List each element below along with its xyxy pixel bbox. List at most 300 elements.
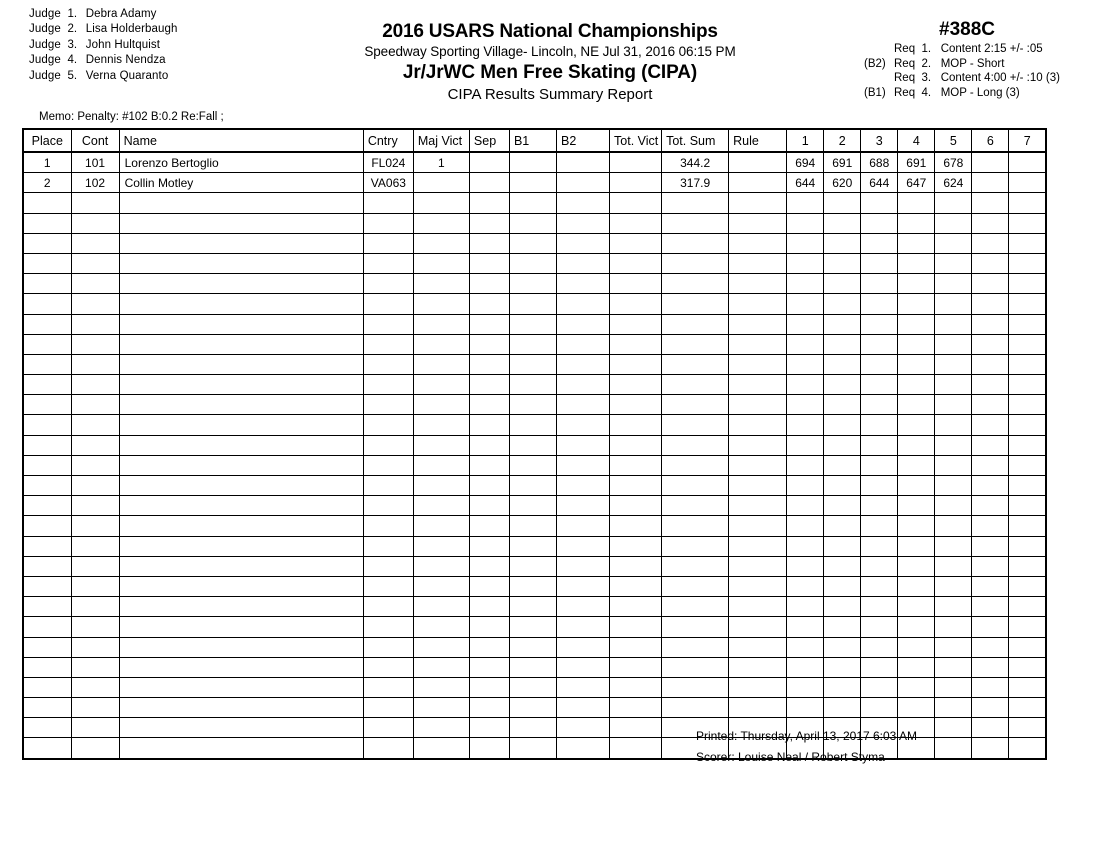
cell-cont: 102 bbox=[71, 173, 119, 193]
cell-place bbox=[23, 576, 71, 596]
table-row-empty[interactable] bbox=[23, 395, 1046, 415]
requirement-number: 3. bbox=[921, 72, 932, 84]
table-row-empty[interactable] bbox=[23, 294, 1046, 314]
cell-cont bbox=[71, 536, 119, 556]
cell-tot-vict bbox=[610, 455, 662, 475]
table-row-empty[interactable] bbox=[23, 496, 1046, 516]
requirement-text: MOP - Long (3) bbox=[937, 86, 1020, 99]
cell-name bbox=[119, 193, 363, 213]
cell-rule bbox=[729, 496, 787, 516]
cell-j2 bbox=[824, 314, 861, 334]
cell-j6 bbox=[972, 334, 1009, 354]
cell-place bbox=[23, 657, 71, 677]
requirement-label: Req bbox=[894, 72, 922, 84]
table-row-empty[interactable] bbox=[23, 193, 1046, 213]
column-header-1[interactable]: 1 bbox=[787, 129, 824, 152]
table-row-empty[interactable] bbox=[23, 435, 1046, 455]
cell-tot-vict bbox=[610, 597, 662, 617]
cell-tot-sum bbox=[662, 334, 729, 354]
cell-j2 bbox=[824, 657, 861, 677]
cell-place bbox=[23, 556, 71, 576]
cell-place bbox=[23, 233, 71, 253]
cell-tot-vict bbox=[610, 496, 662, 516]
cell-j3 bbox=[861, 576, 898, 596]
cell-j7 bbox=[1009, 435, 1046, 455]
table-row[interactable] bbox=[23, 152, 1046, 173]
cell-j7 bbox=[1009, 657, 1046, 677]
cell-j7 bbox=[1009, 213, 1046, 233]
cell-j3 bbox=[861, 415, 898, 435]
table-row-empty[interactable] bbox=[23, 334, 1046, 354]
cell-j5 bbox=[935, 637, 972, 657]
cell-j4 bbox=[898, 597, 935, 617]
printed-timestamp: Printed: Thursday, April 13, 2017 6:03 AM bbox=[696, 729, 918, 743]
table-row-empty[interactable] bbox=[23, 314, 1046, 334]
cell-j1 bbox=[787, 233, 824, 253]
cell-maj-vict bbox=[413, 637, 469, 657]
cell-b1 bbox=[509, 233, 556, 253]
cell-maj-vict bbox=[413, 455, 469, 475]
cell-j5 bbox=[935, 193, 972, 213]
results-table-header bbox=[23, 129, 1046, 152]
cell-j4 bbox=[898, 354, 935, 374]
cell-b2 bbox=[556, 334, 609, 354]
cell-name bbox=[119, 556, 363, 576]
cell-j3 bbox=[861, 375, 898, 395]
cell-cont bbox=[71, 314, 119, 334]
cell-place bbox=[23, 415, 71, 435]
requirement-bonus-code: (B2) bbox=[864, 57, 886, 70]
cell-j3 bbox=[861, 516, 898, 536]
cell-j5 bbox=[935, 496, 972, 516]
requirement-label: Req bbox=[894, 86, 922, 99]
cell-place bbox=[23, 516, 71, 536]
cell-tot-vict bbox=[610, 698, 662, 718]
cell-maj-vict bbox=[413, 354, 469, 374]
cell-j2 bbox=[824, 455, 861, 475]
cell-b2 bbox=[556, 395, 609, 415]
cell-j6 bbox=[972, 274, 1009, 294]
column-header-4[interactable]: 4 bbox=[898, 129, 935, 152]
cell-b2 bbox=[556, 213, 609, 233]
cell-tot-sum bbox=[662, 637, 729, 657]
cell-j6 bbox=[972, 496, 1009, 516]
cell-cont bbox=[71, 496, 119, 516]
cell-j6 bbox=[972, 657, 1009, 677]
cell-tot-vict bbox=[610, 354, 662, 374]
cell-rule bbox=[729, 435, 787, 455]
cell-j4 bbox=[898, 294, 935, 314]
cell-tot-sum bbox=[662, 314, 729, 334]
table-row-empty[interactable] bbox=[23, 274, 1046, 294]
cell-rule bbox=[729, 516, 787, 536]
column-header-5[interactable]: 5 bbox=[935, 129, 972, 152]
column-header-maj-vict[interactable]: Maj Vict bbox=[413, 129, 469, 152]
cell-j2 bbox=[824, 637, 861, 657]
cell-rule bbox=[729, 193, 787, 213]
cell-sep bbox=[469, 253, 509, 273]
cell-j4 bbox=[898, 657, 935, 677]
cell-cntry bbox=[363, 334, 413, 354]
table-row-empty[interactable] bbox=[23, 415, 1046, 435]
cell-tot-vict bbox=[610, 657, 662, 677]
cell-tot-vict bbox=[610, 677, 662, 697]
cell-tot-sum bbox=[662, 395, 729, 415]
column-header-b2[interactable]: B2 bbox=[556, 129, 609, 152]
cell-j3 bbox=[861, 213, 898, 233]
cell-cont bbox=[71, 637, 119, 657]
cell-j1 bbox=[787, 576, 824, 596]
cell-j2 bbox=[824, 516, 861, 536]
requirement-text: Content 4:00 +/- :10 (3) bbox=[937, 72, 1060, 84]
cell-cont bbox=[71, 597, 119, 617]
cell-b1 bbox=[509, 496, 556, 516]
cell-j6 bbox=[972, 435, 1009, 455]
cell-rule bbox=[729, 415, 787, 435]
column-header-sep[interactable]: Sep bbox=[469, 129, 509, 152]
cell-j7 bbox=[1009, 738, 1046, 759]
cell-tot-sum bbox=[662, 193, 729, 213]
cell-tot-vict bbox=[610, 253, 662, 273]
column-header-3[interactable]: 3 bbox=[861, 129, 898, 152]
cell-maj-vict bbox=[413, 556, 469, 576]
cell-j5 bbox=[935, 415, 972, 435]
table-row-empty[interactable] bbox=[23, 597, 1046, 617]
cell-j4 bbox=[898, 576, 935, 596]
cell-maj-vict bbox=[413, 496, 469, 516]
cell-tot-sum bbox=[662, 677, 729, 697]
cell-j2 bbox=[824, 193, 861, 213]
cell-j2 bbox=[824, 576, 861, 596]
cell-tot-sum bbox=[662, 597, 729, 617]
cell-b1 bbox=[509, 213, 556, 233]
cell-tot-sum bbox=[662, 617, 729, 637]
table-row-empty[interactable] bbox=[23, 698, 1046, 718]
table-row-empty[interactable] bbox=[23, 556, 1046, 576]
cell-j3 bbox=[861, 435, 898, 455]
judge-number: 5. bbox=[67, 69, 78, 82]
cell-maj-vict bbox=[413, 233, 469, 253]
judge-number: 2. bbox=[67, 23, 78, 36]
table-row-empty[interactable] bbox=[23, 677, 1046, 697]
cell-name: Lorenzo Bertoglio bbox=[119, 152, 363, 173]
cell-j5 bbox=[935, 738, 972, 759]
cell-name bbox=[119, 536, 363, 556]
cell-tot-vict bbox=[610, 476, 662, 496]
table-row-empty[interactable] bbox=[23, 455, 1046, 475]
table-row-empty[interactable] bbox=[23, 354, 1046, 374]
cell-b1 bbox=[509, 395, 556, 415]
cell-j5 bbox=[935, 334, 972, 354]
cell-j2 bbox=[824, 677, 861, 697]
cell-b2 bbox=[556, 576, 609, 596]
table-row-empty[interactable] bbox=[23, 476, 1046, 496]
cell-b1 bbox=[509, 617, 556, 637]
table-header-row bbox=[23, 129, 1046, 152]
cell-tot-sum bbox=[662, 455, 729, 475]
requirement-text: Content 2:15 +/- :05 bbox=[937, 43, 1043, 55]
table-row-empty[interactable] bbox=[23, 617, 1046, 637]
cell-tot-vict bbox=[610, 375, 662, 395]
judge-name: Dennis Nendza bbox=[82, 54, 166, 67]
cell-j4 bbox=[898, 455, 935, 475]
cell-tot-sum bbox=[662, 213, 729, 233]
cell-b2 bbox=[556, 597, 609, 617]
cell-cont bbox=[71, 698, 119, 718]
cell-b2 bbox=[556, 253, 609, 273]
cell-b1 bbox=[509, 375, 556, 395]
cell-maj-vict bbox=[413, 193, 469, 213]
cell-j5: 624 bbox=[935, 173, 972, 193]
cell-j7 bbox=[1009, 334, 1046, 354]
table-row-empty[interactable] bbox=[23, 637, 1046, 657]
cell-sep bbox=[469, 496, 509, 516]
cell-j7 bbox=[1009, 476, 1046, 496]
cell-j7 bbox=[1009, 496, 1046, 516]
cell-j4 bbox=[898, 556, 935, 576]
cell-place bbox=[23, 274, 71, 294]
requirement-row bbox=[852, 57, 1082, 72]
cell-sep bbox=[469, 314, 509, 334]
cell-tot-sum bbox=[662, 516, 729, 536]
table-row-empty[interactable] bbox=[23, 253, 1046, 273]
cell-b1 bbox=[509, 698, 556, 718]
event-number: #388C bbox=[939, 19, 995, 40]
cell-cntry bbox=[363, 738, 413, 759]
cell-sep bbox=[469, 597, 509, 617]
cell-sep bbox=[469, 677, 509, 697]
cell-rule bbox=[729, 294, 787, 314]
cell-rule bbox=[729, 476, 787, 496]
cell-b1 bbox=[509, 173, 556, 193]
cell-sep bbox=[469, 657, 509, 677]
cell-rule bbox=[729, 576, 787, 596]
cell-tot-sum bbox=[662, 556, 729, 576]
cell-j7 bbox=[1009, 274, 1046, 294]
judge-label: Judge bbox=[29, 23, 68, 36]
cell-j1 bbox=[787, 354, 824, 374]
cell-sep bbox=[469, 415, 509, 435]
cell-tot-vict bbox=[610, 233, 662, 253]
cell-j6 bbox=[972, 677, 1009, 697]
cell-rule bbox=[729, 354, 787, 374]
cell-cntry bbox=[363, 657, 413, 677]
cell-j6 bbox=[972, 698, 1009, 718]
cell-j2: 691 bbox=[824, 152, 861, 173]
table-row-empty[interactable] bbox=[23, 657, 1046, 677]
cell-j1 bbox=[787, 294, 824, 314]
cell-cont bbox=[71, 193, 119, 213]
cell-sep bbox=[469, 152, 509, 173]
cell-cntry bbox=[363, 476, 413, 496]
table-row-empty[interactable] bbox=[23, 516, 1046, 536]
cell-j1 bbox=[787, 536, 824, 556]
cell-j1 bbox=[787, 395, 824, 415]
cell-b1 bbox=[509, 718, 556, 738]
cell-j5 bbox=[935, 576, 972, 596]
column-header-6[interactable]: 6 bbox=[972, 129, 1009, 152]
cell-j1 bbox=[787, 213, 824, 233]
cell-cont bbox=[71, 435, 119, 455]
cell-b2 bbox=[556, 415, 609, 435]
cell-maj-vict bbox=[413, 617, 469, 637]
cell-tot-vict bbox=[610, 193, 662, 213]
judge-label: Judge bbox=[29, 69, 68, 82]
cell-tot-sum bbox=[662, 375, 729, 395]
cell-j7 bbox=[1009, 354, 1046, 374]
cell-j1 bbox=[787, 253, 824, 273]
cell-j7 bbox=[1009, 415, 1046, 435]
requirements-list bbox=[852, 42, 1082, 100]
column-header-cntry[interactable]: Cntry bbox=[363, 129, 413, 152]
cell-j7 bbox=[1009, 617, 1046, 637]
cell-maj-vict bbox=[413, 718, 469, 738]
cell-maj-vict bbox=[413, 576, 469, 596]
table-row[interactable] bbox=[23, 173, 1046, 193]
cell-tot-vict bbox=[610, 173, 662, 193]
cell-rule bbox=[729, 152, 787, 173]
cell-j3: 644 bbox=[861, 173, 898, 193]
cell-j2 bbox=[824, 597, 861, 617]
table-row-empty[interactable] bbox=[23, 576, 1046, 596]
cell-b1 bbox=[509, 516, 556, 536]
cell-cont bbox=[71, 476, 119, 496]
cell-place bbox=[23, 294, 71, 314]
cell-j1 bbox=[787, 637, 824, 657]
cell-maj-vict bbox=[413, 657, 469, 677]
cell-j2 bbox=[824, 274, 861, 294]
cell-j6 bbox=[972, 738, 1009, 759]
column-header-2[interactable]: 2 bbox=[824, 129, 861, 152]
column-header-b1[interactable]: B1 bbox=[509, 129, 556, 152]
cell-sep bbox=[469, 576, 509, 596]
cell-j4 bbox=[898, 677, 935, 697]
cell-j5 bbox=[935, 274, 972, 294]
cell-j2 bbox=[824, 617, 861, 637]
cell-j3 bbox=[861, 233, 898, 253]
cell-j7 bbox=[1009, 173, 1046, 193]
cell-rule bbox=[729, 253, 787, 273]
cell-j3 bbox=[861, 597, 898, 617]
cell-j4 bbox=[898, 193, 935, 213]
cell-j6 bbox=[972, 173, 1009, 193]
cell-rule bbox=[729, 213, 787, 233]
judge-label: Judge bbox=[29, 8, 68, 20]
cell-tot-sum bbox=[662, 536, 729, 556]
table-row-empty[interactable] bbox=[23, 536, 1046, 556]
cell-b2 bbox=[556, 314, 609, 334]
cell-j1 bbox=[787, 476, 824, 496]
cell-j5 bbox=[935, 354, 972, 374]
cell-j7 bbox=[1009, 395, 1046, 415]
cell-tot-sum bbox=[662, 354, 729, 374]
cell-j5: 678 bbox=[935, 152, 972, 173]
title-block bbox=[270, 20, 830, 105]
cell-j6 bbox=[972, 576, 1009, 596]
cell-j3 bbox=[861, 253, 898, 273]
cell-cntry bbox=[363, 536, 413, 556]
cell-j2 bbox=[824, 233, 861, 253]
column-header-7[interactable]: 7 bbox=[1009, 129, 1046, 152]
memo-line: Memo: Penalty: #102 B:0.2 Re:Fall ; bbox=[39, 111, 224, 123]
cell-tot-vict bbox=[610, 152, 662, 173]
cell-rule bbox=[729, 637, 787, 657]
cell-j6 bbox=[972, 253, 1009, 273]
cell-maj-vict bbox=[413, 435, 469, 455]
cell-sep bbox=[469, 435, 509, 455]
cell-b1 bbox=[509, 476, 556, 496]
cell-name bbox=[119, 253, 363, 273]
cell-j5 bbox=[935, 698, 972, 718]
cell-maj-vict bbox=[413, 375, 469, 395]
judge-label: Judge bbox=[29, 54, 68, 67]
cell-b2 bbox=[556, 294, 609, 314]
cell-b2 bbox=[556, 274, 609, 294]
cell-j3 bbox=[861, 294, 898, 314]
cell-b2 bbox=[556, 637, 609, 657]
cell-j4 bbox=[898, 476, 935, 496]
cell-j5 bbox=[935, 476, 972, 496]
requirement-label: Req bbox=[894, 43, 922, 55]
cell-cntry bbox=[363, 556, 413, 576]
cell-maj-vict bbox=[413, 536, 469, 556]
cell-j7 bbox=[1009, 314, 1046, 334]
cell-j3: 688 bbox=[861, 152, 898, 173]
cell-j5 bbox=[935, 395, 972, 415]
cell-place bbox=[23, 334, 71, 354]
column-header-place[interactable]: Place bbox=[23, 129, 71, 152]
cell-tot-vict bbox=[610, 516, 662, 536]
cell-b2 bbox=[556, 496, 609, 516]
cell-cntry bbox=[363, 677, 413, 697]
cell-sep bbox=[469, 213, 509, 233]
column-header-tot-sum[interactable]: Tot. Sum bbox=[662, 129, 729, 152]
table-row-empty[interactable] bbox=[23, 213, 1046, 233]
cell-j7 bbox=[1009, 193, 1046, 213]
cell-j2 bbox=[824, 496, 861, 516]
column-header-name[interactable]: Name bbox=[119, 129, 363, 152]
column-header-rule[interactable]: Rule bbox=[729, 129, 787, 152]
cell-sep bbox=[469, 233, 509, 253]
table-row-empty[interactable] bbox=[23, 233, 1046, 253]
cell-j1: 644 bbox=[787, 173, 824, 193]
cell-tot-sum bbox=[662, 233, 729, 253]
judge-name: Debra Adamy bbox=[82, 8, 157, 20]
cell-j5 bbox=[935, 617, 972, 637]
judge-number: 3. bbox=[67, 38, 78, 51]
cell-b1 bbox=[509, 253, 556, 273]
division-title: Jr/JrWC Men Free Skating (CIPA) bbox=[402, 62, 698, 83]
requirement-number: 4. bbox=[921, 86, 932, 99]
cell-cont bbox=[71, 213, 119, 233]
column-header-cont[interactable]: Cont bbox=[71, 129, 119, 152]
cell-place bbox=[23, 455, 71, 475]
cell-b1 bbox=[509, 435, 556, 455]
cell-b1 bbox=[509, 576, 556, 596]
cell-cont bbox=[71, 415, 119, 435]
cell-maj-vict bbox=[413, 213, 469, 233]
cell-j7 bbox=[1009, 516, 1046, 536]
cell-name bbox=[119, 354, 363, 374]
cell-place bbox=[23, 354, 71, 374]
cell-tot-vict bbox=[610, 334, 662, 354]
table-row-empty[interactable] bbox=[23, 375, 1046, 395]
cell-tot-vict bbox=[610, 718, 662, 738]
cell-cntry bbox=[363, 294, 413, 314]
cell-j3 bbox=[861, 657, 898, 677]
cell-cntry bbox=[363, 233, 413, 253]
column-header-tot-vict[interactable]: Tot. Vict bbox=[610, 129, 662, 152]
